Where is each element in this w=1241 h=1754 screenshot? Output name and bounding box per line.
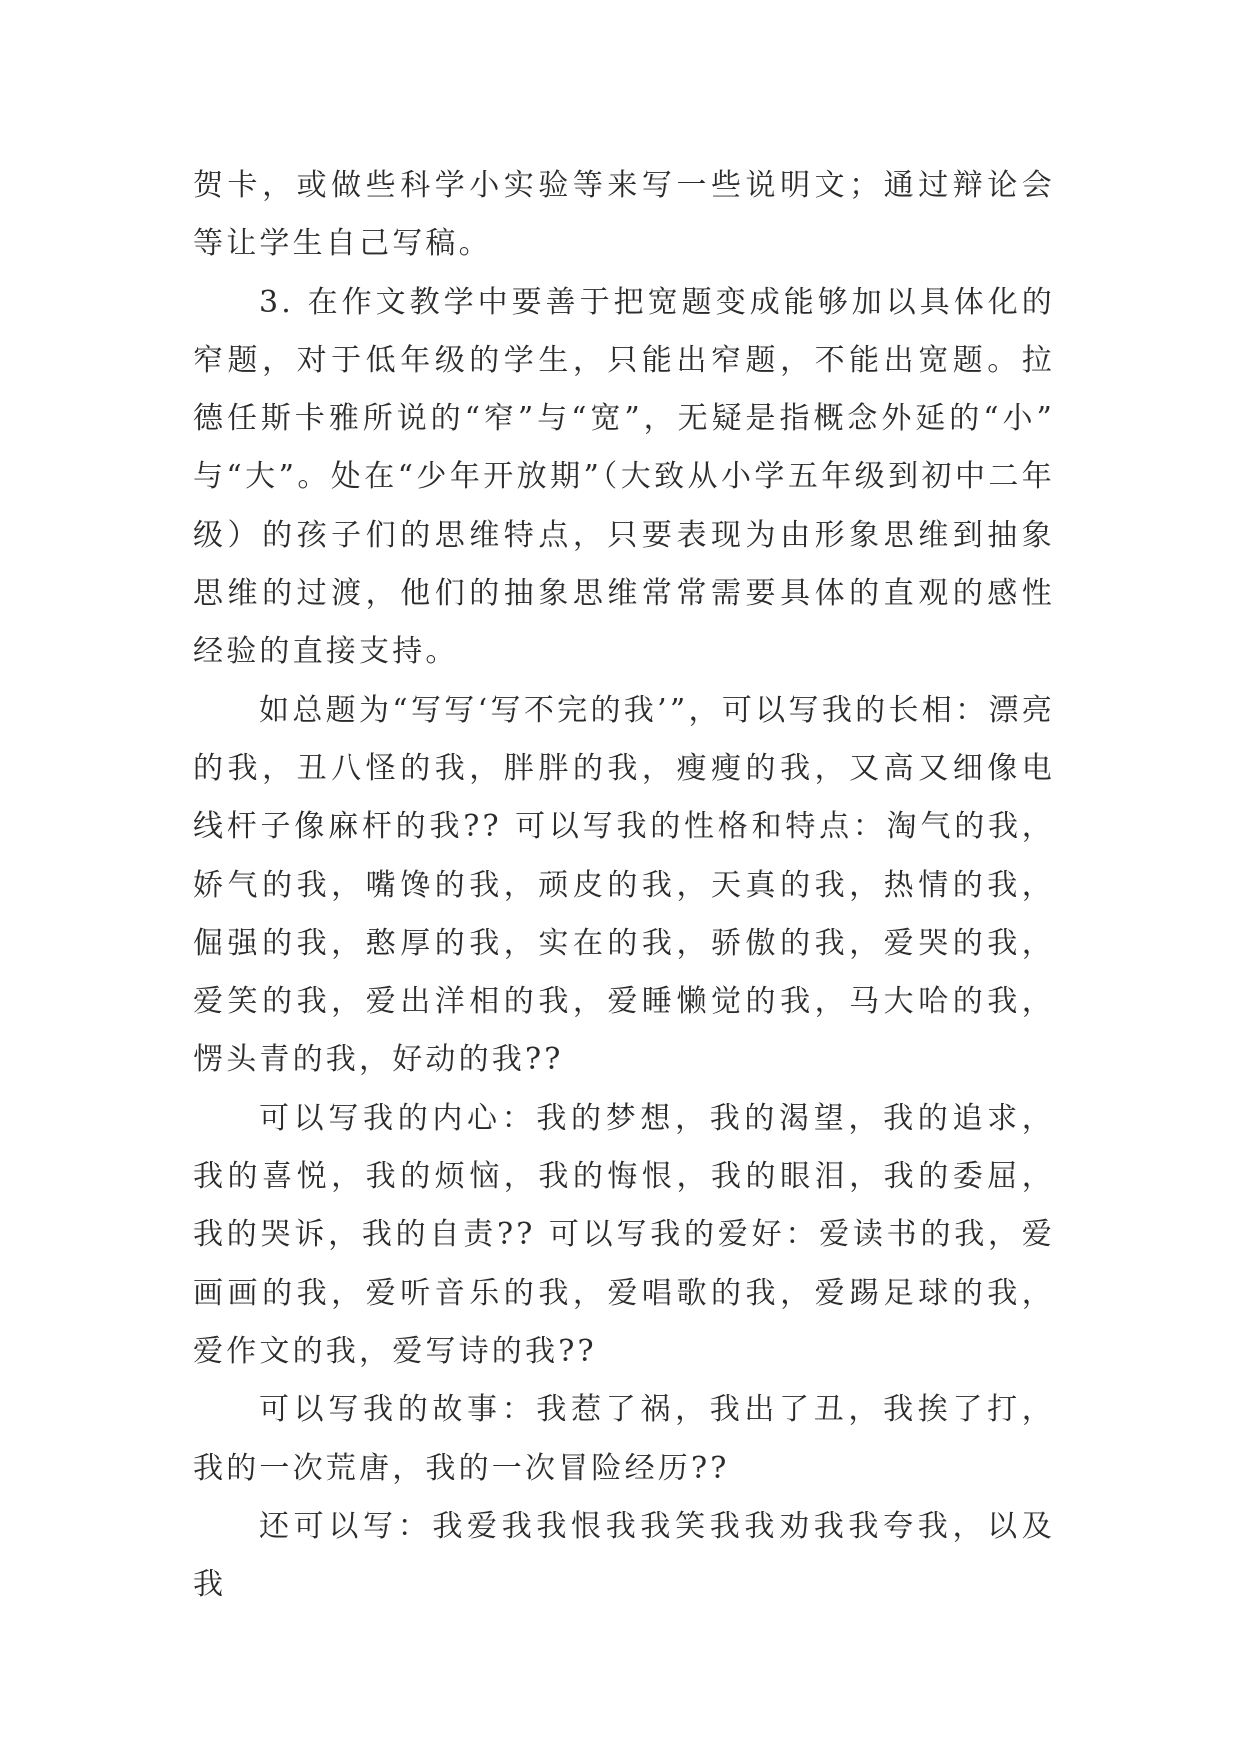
paragraph: 如总题为“写写‘写不完的我’”，可以写我的长相：漂亮的我，丑八怪的我，胖胖的我，瘦瘦的我，又高又细像电线杆子像麻杆的我?? 可以写我的性格和特点：淘气的我，娇气的我，嘴馋的我，顽皮的我，天真的我，热情的我，倔强的我，憨厚的我，实在的我，骄傲的我，爱哭的我，爱笑的我，爱出洋相的我，爱睡懒觉的我，马大哈的我，愣头青的我，好动的我?? (193, 692, 1055, 1078)
paragraph: 可以写我的内心：我的梦想，我的渴望，我的追求，我的喜悦，我的烦恼，我的悔恨，我的眼泪，我的委屈，我的哭诉，我的自责?? 可以写我的爱好：爱读书的我，爱画画的我，爱听音乐的我，爱唱歌的我，爱踢足球的我，爱作文的我，爱写诗的我?? (193, 1100, 1055, 1369)
paragraph: 可以写我的故事：我惹了祸，我出了丑，我挨了打，我的一次荒唐，我的一次冒险经历?? (193, 1392, 1055, 1486)
document-body (193, 157, 1055, 1614)
paragraph: 贺卡，或做些科学小实验等来写一些说明文；通过辩论会等让学生自己写稿。 (193, 168, 1055, 262)
paragraph: 3. 在作文教学中要善于把宽题变成能够加以具体化的窄题，对于低年级的学生，只能出窄题，不能出宽题。拉德任斯卡雅所说的“窄”与“宽”，无疑是指概念外延的“小”与“大”。处在“少年开放期”（大致从小学五年级到初中二年级）的孩子们的思维特点，只要表现为由形象思维到抽象思维的过渡，他们的抽象思维常常需要具体的直观的感性经验的直接支持。 (193, 284, 1055, 670)
paragraph: 还可以写：我爱我我恨我我笑我我劝我我夸我，以及我 (193, 1508, 1055, 1603)
